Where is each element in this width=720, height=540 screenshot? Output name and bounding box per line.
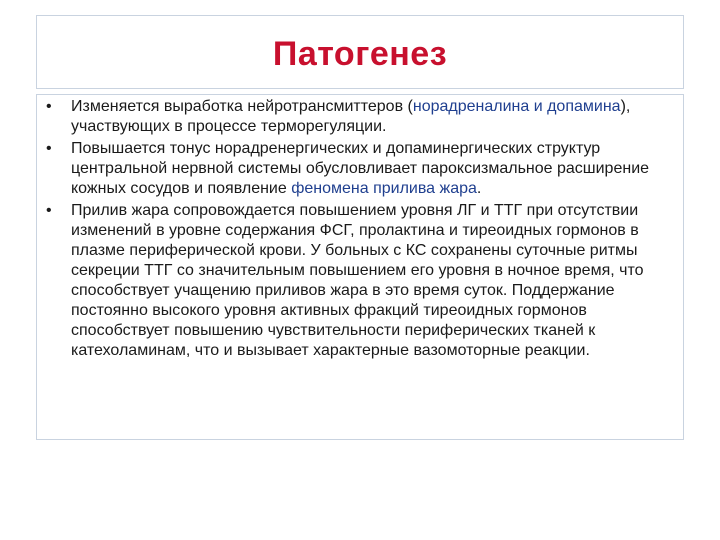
bullet-item <box>43 139 675 199</box>
bullet-text <box>71 140 649 197</box>
bullet-text <box>71 202 644 359</box>
bullet-icon: • <box>46 140 52 157</box>
bullet-icon: • <box>46 202 52 219</box>
bullet-text <box>71 98 630 135</box>
text-segment: Повышается тонус норадренергических и допаминергических структур центральной нервной системы обусловливает пароксизмальное расширение кожных сосудов и появление <box>71 140 650 197</box>
bullet-item <box>43 201 675 361</box>
text-segment: . <box>476 180 482 197</box>
text-segment: Прилив жара сопровождается повышением уровня ЛГ и ТТГ при отсутствии изменений в уровне содержания ФСГ, пролактина и тиреоидных гормонов в плазме периферической крови. У больных с КС сохранены суточные ритмы секреции ТТГ со значительным повышением его уровня в ночное время, что способствует учащению приливов жара в это время суток. Поддержание постоянно высокого уровня активных фракций тиреоидных гормонов способствует повышению чувствительности периферических тканей к катехоламинам, что и вызывает характерные вазомоторные реакции. <box>71 202 644 359</box>
text-segment: Изменяется выработка нейротрансмиттеров ( <box>71 98 413 115</box>
bullet-list <box>43 97 675 363</box>
bullet-icon: • <box>46 98 52 115</box>
slide-title: Патогенез <box>272 34 448 73</box>
bullet-item <box>43 97 675 137</box>
highlighted-term: норадреналина и допамина <box>412 98 621 115</box>
title-box <box>36 15 684 89</box>
text-segment: ), участвующих в процессе терморегуляции. <box>71 98 631 135</box>
highlighted-term: феномена прилива жара <box>291 180 477 197</box>
content-box <box>36 94 684 440</box>
